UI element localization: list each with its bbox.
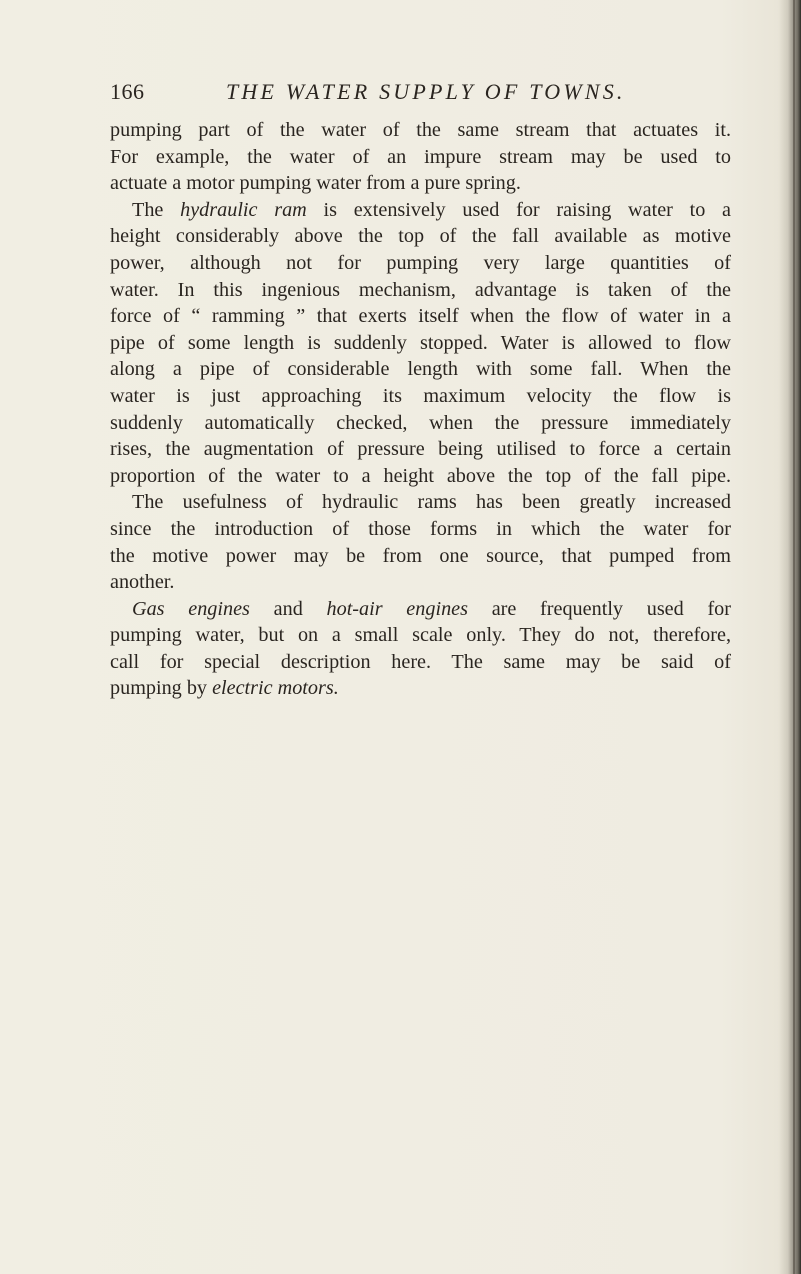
text-segment: is extensively used for raising water to a xyxy=(306,198,731,221)
text-segment: force of “ ramming ” that exerts itself when the flow of water in a xyxy=(110,305,731,328)
body-text xyxy=(110,117,731,702)
page-edge-shadow xyxy=(779,0,801,1274)
text-line xyxy=(110,330,731,357)
text-line xyxy=(110,144,731,171)
text-segment: are frequently used for xyxy=(467,597,731,620)
text-segment: water is just approaching its maximum velocity the flow is xyxy=(110,384,731,407)
text-segment: The usefulness of hydraulic rams has been greatly increased xyxy=(132,491,731,514)
text-segment: pumping by xyxy=(110,677,213,700)
text-segment: another. xyxy=(110,571,175,594)
text-line xyxy=(110,489,731,516)
italic-term: electric motors. xyxy=(212,677,339,700)
text-line xyxy=(110,596,731,623)
italic-term: hot-air engines xyxy=(326,597,468,620)
text-line xyxy=(110,250,731,277)
text-segment: height considerably above the top of the fall available as motive xyxy=(110,225,731,248)
text-line xyxy=(110,569,731,596)
running-head xyxy=(110,79,730,109)
text-line xyxy=(110,356,731,383)
text-line xyxy=(110,197,731,224)
page-edge-line xyxy=(793,0,795,1274)
text-line xyxy=(110,277,731,304)
text-line xyxy=(110,463,731,490)
text-line xyxy=(110,170,731,197)
text-line xyxy=(110,622,731,649)
text-segment: along a pipe of considerable length with some fall. When the xyxy=(110,358,731,381)
text-segment: power, although not for pumping very large quantities of xyxy=(110,251,731,274)
italic-term: Gas engines xyxy=(132,597,250,620)
text-segment: pumping part of the water of the same stream that actuates it. xyxy=(110,119,731,141)
text-segment: rises, the augmentation of pressure being utilised to force a certain xyxy=(110,438,731,461)
text-segment: For example, the water of an impure stream may be used to xyxy=(110,145,731,168)
text-line xyxy=(110,410,731,437)
text-line xyxy=(110,675,731,702)
text-line xyxy=(110,516,731,543)
text-segment: suddenly automatically checked, when the pressure immediately xyxy=(110,411,731,434)
running-title: THE WATER SUPPLY OF TOWNS. xyxy=(226,79,626,104)
text-line xyxy=(110,303,731,330)
text-segment: call for special description here. The same may be said of xyxy=(110,650,731,673)
text-segment: The xyxy=(132,198,181,221)
text-line xyxy=(110,117,731,144)
text-segment: water. In this ingenious mechanism, advantage is taken of the xyxy=(110,278,731,301)
text-segment: pipe of some length is suddenly stopped. Water is allowed to flow xyxy=(110,331,731,354)
text-line xyxy=(110,223,731,250)
text-segment: the motive power may be from one source, that pumped from xyxy=(110,544,731,567)
text-line xyxy=(110,543,731,570)
text-line xyxy=(110,649,731,676)
text-segment: since the introduction of those forms in which the water for xyxy=(110,517,731,540)
text-segment: and xyxy=(249,597,327,620)
text-segment: proportion of the water to a height above the top of the fall pipe. xyxy=(110,464,731,487)
text-line xyxy=(110,383,731,410)
page-number: 166 xyxy=(110,79,145,104)
text-segment: actuate a motor pumping water from a pure spring. xyxy=(110,172,521,195)
italic-term: hydraulic ram xyxy=(180,198,307,221)
text-segment: pumping water, but on a small scale only. They do not, therefore, xyxy=(110,624,731,647)
text-line xyxy=(110,436,731,463)
